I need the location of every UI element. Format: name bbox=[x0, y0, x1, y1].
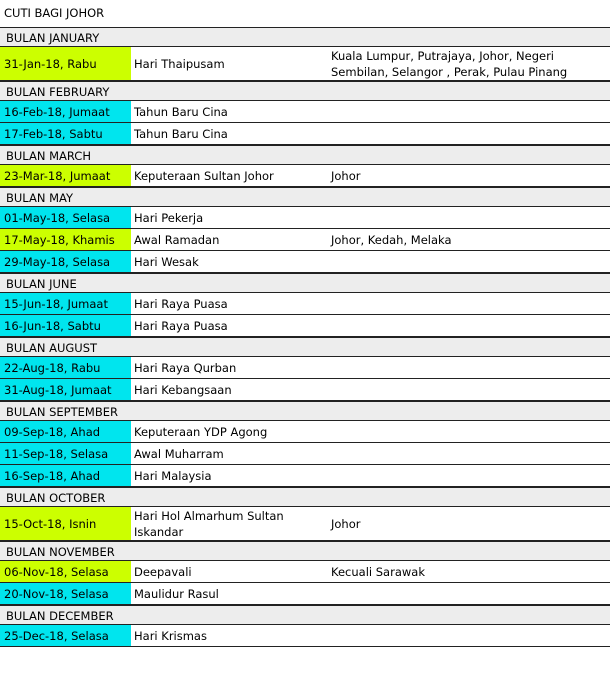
month-header: BULAN MAY bbox=[0, 187, 610, 207]
states-cell bbox=[328, 625, 610, 646]
month-header: BULAN JUNE bbox=[0, 273, 610, 293]
holiday-cell: Deepavali bbox=[134, 564, 192, 579]
date-cell: 29-May-18, Selasa bbox=[0, 251, 131, 272]
table-row bbox=[0, 123, 610, 145]
month-header: BULAN OCTOBER bbox=[0, 487, 610, 507]
holiday-cell: Tahun Baru Cina bbox=[134, 126, 228, 141]
table-row bbox=[0, 357, 610, 379]
date-cell: 17-May-18, Khamis bbox=[0, 229, 131, 250]
states-cell bbox=[328, 123, 610, 144]
holiday-cell: Awal Ramadan bbox=[134, 232, 220, 247]
month-header: BULAN FEBRUARY bbox=[0, 81, 610, 101]
states-cell: Kuala Lumpur, Putrajaya, Johor, Negeri Sembilan, Selangor , Perak, Pulau Pinang bbox=[331, 48, 568, 79]
states-cell: Johor, Kedah, Melaka bbox=[331, 232, 452, 247]
states-cell bbox=[328, 583, 610, 604]
table-row bbox=[0, 421, 610, 443]
month-header: BULAN MARCH bbox=[0, 145, 610, 165]
states-cell: Kecuali Sarawak bbox=[331, 564, 425, 579]
table-row bbox=[0, 251, 610, 273]
holiday-cell: Hari Wesak bbox=[134, 254, 199, 269]
holiday-cell: Hari Hol Almarhum Sultan Iskandar bbox=[134, 508, 284, 539]
states-cell: Johor bbox=[331, 168, 361, 183]
date-cell: 31-Jan-18, Rabu bbox=[0, 47, 131, 80]
date-cell: 11-Sep-18, Selasa bbox=[0, 443, 131, 464]
states-cell bbox=[328, 357, 610, 378]
date-cell: 15-Jun-18, Jumaat bbox=[0, 293, 131, 314]
table-row bbox=[0, 465, 610, 487]
holiday-cell: Hari Krismas bbox=[134, 628, 207, 643]
holiday-cell: Hari Raya Qurban bbox=[134, 360, 237, 375]
date-cell: 15-Oct-18, Isnin bbox=[0, 507, 131, 540]
table-row bbox=[0, 229, 610, 251]
holiday-cell: Keputeraan YDP Agong bbox=[134, 424, 268, 439]
states-cell bbox=[328, 315, 610, 336]
table-row bbox=[0, 207, 610, 229]
holiday-cell: Maulidur Rasul bbox=[134, 586, 219, 601]
date-cell: 16-Jun-18, Sabtu bbox=[0, 315, 131, 336]
holiday-cell: Hari Kebangsaan bbox=[134, 382, 232, 397]
month-header: BULAN NOVEMBER bbox=[0, 541, 610, 561]
states-cell: Johor bbox=[331, 516, 361, 531]
table-row bbox=[0, 165, 610, 187]
states-cell bbox=[328, 251, 610, 272]
month-header: BULAN DECEMBER bbox=[0, 605, 610, 625]
table-row bbox=[0, 443, 610, 465]
table-row bbox=[0, 47, 610, 81]
date-cell: 20-Nov-18, Selasa bbox=[0, 583, 131, 604]
date-cell: 23-Mar-18, Jumaat bbox=[0, 165, 131, 186]
table-row bbox=[0, 507, 610, 541]
date-cell: 16-Sep-18, Ahad bbox=[0, 465, 131, 486]
holiday-cell: Hari Raya Puasa bbox=[134, 296, 228, 311]
states-cell bbox=[328, 443, 610, 464]
states-cell bbox=[328, 379, 610, 400]
holiday-cell: Hari Thaipusam bbox=[134, 56, 225, 71]
table-row bbox=[0, 101, 610, 123]
holiday-cell: Hari Malaysia bbox=[134, 468, 212, 483]
table-row bbox=[0, 583, 610, 605]
table-row bbox=[0, 315, 610, 337]
table-row bbox=[0, 561, 610, 583]
states-cell bbox=[328, 101, 610, 122]
date-cell: 22-Aug-18, Rabu bbox=[0, 357, 131, 378]
table-row bbox=[0, 625, 610, 647]
date-cell: 31-Aug-18, Jumaat bbox=[0, 379, 131, 400]
states-cell bbox=[328, 293, 610, 314]
holiday-cell: Awal Muharram bbox=[134, 446, 224, 461]
holiday-cell: Hari Raya Puasa bbox=[134, 318, 228, 333]
page-title: CUTI BAGI JOHOR bbox=[4, 6, 105, 20]
holiday-cell: Tahun Baru Cina bbox=[134, 104, 228, 119]
table-row bbox=[0, 293, 610, 315]
month-header: BULAN JANUARY bbox=[0, 27, 610, 47]
states-cell bbox=[328, 207, 610, 228]
date-cell: 01-May-18, Selasa bbox=[0, 207, 131, 228]
month-header: BULAN SEPTEMBER bbox=[0, 401, 610, 421]
date-cell: 17-Feb-18, Sabtu bbox=[0, 123, 131, 144]
date-cell: 16-Feb-18, Jumaat bbox=[0, 101, 131, 122]
date-cell: 09-Sep-18, Ahad bbox=[0, 421, 131, 442]
holiday-cell: Keputeraan Sultan Johor bbox=[134, 168, 274, 183]
states-cell bbox=[328, 421, 610, 442]
date-cell: 25-Dec-18, Selasa bbox=[0, 625, 131, 646]
holiday-cell: Hari Pekerja bbox=[134, 210, 204, 225]
states-cell bbox=[328, 465, 610, 486]
holiday-table bbox=[0, 27, 610, 647]
month-header: BULAN AUGUST bbox=[0, 337, 610, 357]
date-cell: 06-Nov-18, Selasa bbox=[0, 561, 131, 582]
table-row bbox=[0, 379, 610, 401]
